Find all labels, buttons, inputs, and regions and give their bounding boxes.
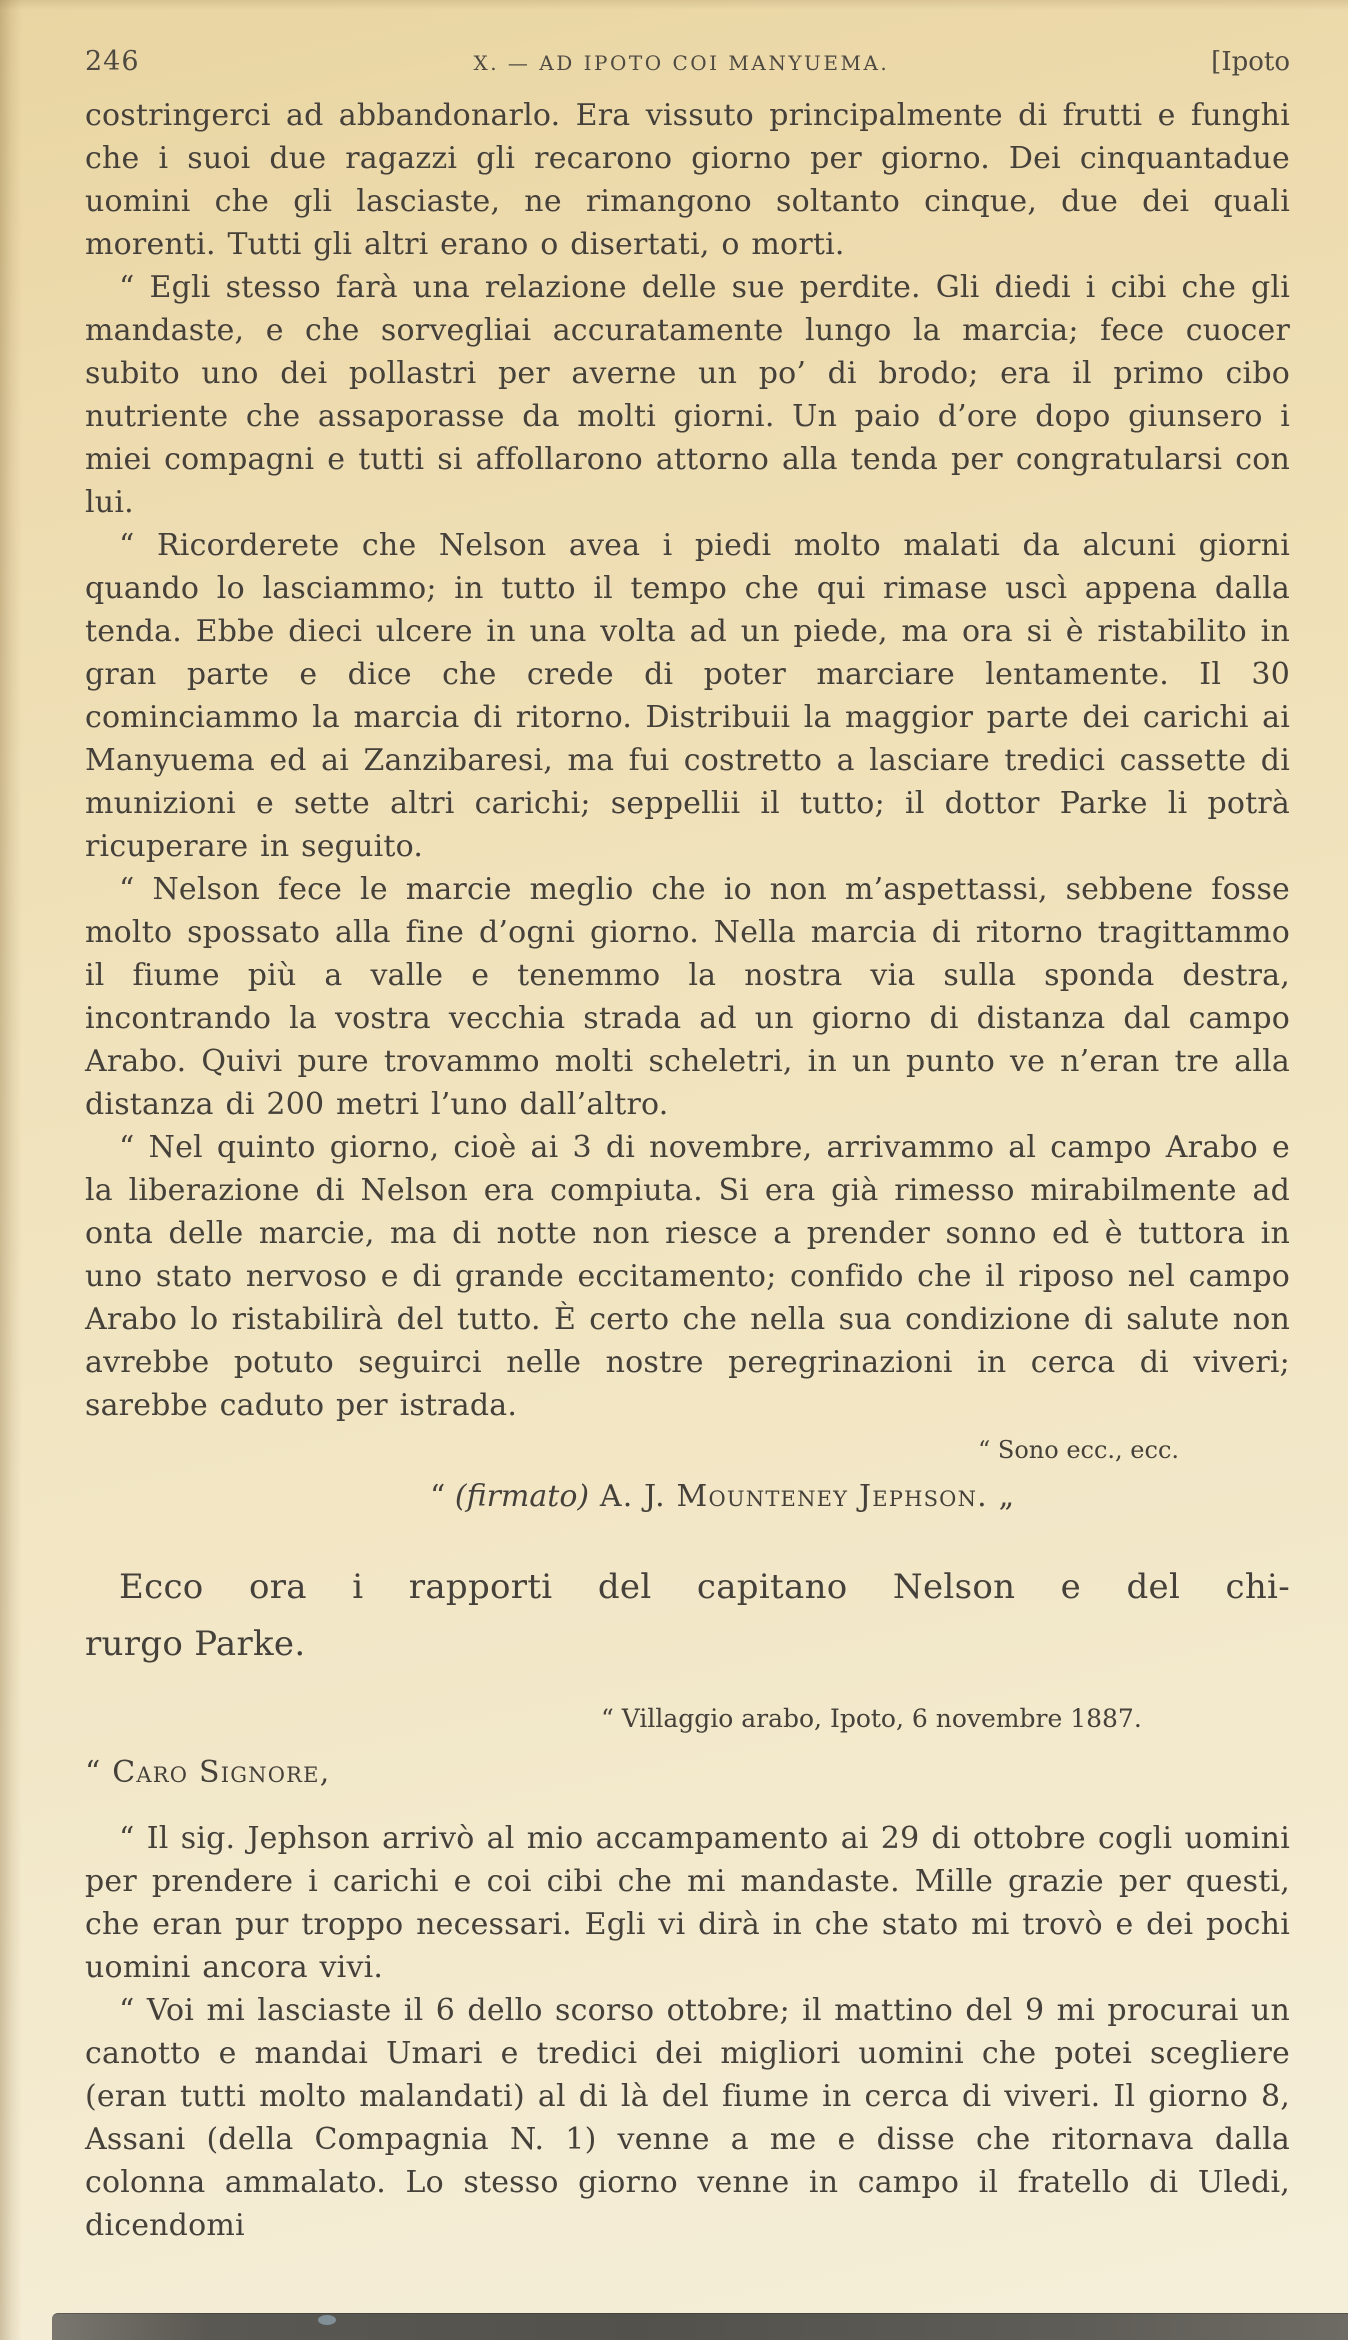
signature-name: A. J. Mounteney Jephson. „ <box>589 1479 1016 1514</box>
letter-paragraph: “ Egli stesso farà una relazione delle sue perdite. Gli diedi i cibi che gli mandaste, e che sorvegliai accuratamente lungo la marcia; fece cuocer subito uno dei pollastri per averne un po’ di brodo; era il primo cibo nutriente che assaporasse da molti giorni. Un paio d’ore dopo giunsero i miei compagni e tutti si affollarono attorno alla tenda per congratularsi con lui. <box>85 270 1290 520</box>
letter-paragraph: costringerci ad abbandonarlo. Era vissuto principalmente di frutti e funghi che i suoi due ragazzi gli recarono giorno per giorno. Dei cinquantadue uomini che gli lasciaste, ne rimangono soltanto cinque, due dei quali morenti. Tutti gli altri erano o disertati, o morti. <box>85 98 1290 262</box>
text-column <box>85 94 1290 2247</box>
letter-paragraph: “ Nelson fece le marcie meglio che io non m’aspettassi, sebbene fosse molto spossato alla fine d’ogni giorno. Nella marcia di ritorno tragittammo il fiume più a valle e tenemmo la nostra via sulla sponda destra, incontrando la vostra vecchia strada ad un giorno di distanza dal campo Arabo. Quivi pure trovammo molti scheletri, in un punto ve n’eran tre alla distanza di 200 metri l’uno dall’altro. <box>85 872 1290 1122</box>
page-top-edge-shadow <box>0 0 1348 10</box>
page-number: 246 <box>85 46 140 77</box>
signature-firmato: (firmato) <box>454 1479 590 1514</box>
narrative-paragraph <box>85 1559 1290 1673</box>
report-paragraph: “ Il sig. Jephson arrivò al mio accampamento ai 29 di ottobre cogli uomini per prendere i carichi e coi cibi che mi mandaste. Mille grazie per questi, che eran pur troppo necessari. Egli vi dirà in che stato mi trovò e dei pochi uomini ancora vivi. <box>85 1821 1290 1985</box>
narrative-line: Ecco ora i rapporti del capitano Nelson e del chi- <box>119 1567 1290 1607</box>
running-title: X. — AD IPOTO COI MANYUEMA. <box>473 51 890 75</box>
dateline: “ Villaggio arabo, Ipoto, 6 novembre 1887. <box>601 1704 1142 1733</box>
letter-paragraph: “ Ricorderete che Nelson avea i piedi molto malati da alcuni giorni quando lo lasciammo; in tutto il tempo che qui rimase uscì appena dalla tenda. Ebbe dieci ulcere in una volta ad un piede, ma ora si è ristabilito in gran parte e dice che crede di poter marciare lentamente. Il 30 cominciammo la marcia di ritorno. Distribuii la maggior parte dei carichi ai Manyuema ed ai Zanzibaresi, ma fui costretto a lasciare tredici cassette di munizioni e sette altri carichi; seppellii il tutto; il dottor Parke li potrà ricuperare in seguito. <box>85 528 1290 864</box>
letter-signature <box>430 1475 1290 1519</box>
report-paragraph: “ Voi mi lasciaste il 6 dello scorso ottobre; il mattino del 9 mi procurai un canotto e mandai Umari e tredici dei migliori uomini che potei scegliere (eran tutti molto malandati) al di là del fiume in cerca di viveri. Il giorno 8, Assani (della Compagnia N. 1) venne a me e disse che ritornava dalla colonna ammalato. Lo stesso giorno venne in campo il fratello di Uledi, dicendomi <box>85 1993 1290 2243</box>
scan-artifact-dot <box>318 2315 336 2325</box>
page-header <box>85 46 1290 77</box>
signature-open-quote: “ <box>430 1479 455 1514</box>
letter-closing: “ Sono ecc., ecc. <box>978 1436 1180 1464</box>
page-bottom-edge <box>52 2313 1348 2340</box>
catchword: [Ipoto <box>1211 47 1290 77</box>
letter-paragraph: “ Nel quinto giorno, cioè ai 3 di novembre, arrivammo al campo Arabo e la liberazione di Nelson era compiuta. Si era già rimesso mirabilmente ad onta delle marcie, ma di notte non riesce a prender sonno ed è tuttora in uno stato nervoso e di grande eccitamento; confido che il riposo nel campo Arabo lo ristabilirà del tutto. È certo che nella sua condizione di salute non avrebbe potuto seguirci nelle nostre peregrinazioni in cerca di viveri; sarebbe caduto per istrada. <box>85 1130 1290 1423</box>
narrative-line: rurgo Parke. <box>85 1624 306 1664</box>
salutation: “ Caro Signore, <box>85 1755 331 1790</box>
page-left-edge-shadow <box>0 0 22 2340</box>
